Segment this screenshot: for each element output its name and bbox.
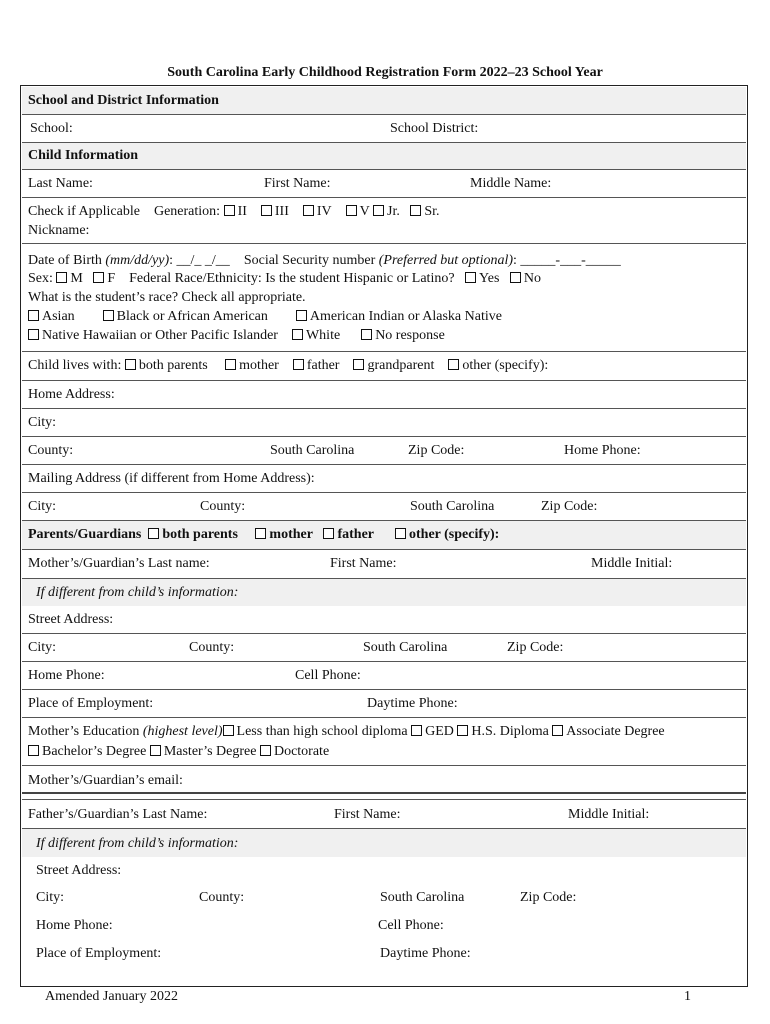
father-street-row[interactable] (22, 857, 746, 885)
edu-hs-checkbox[interactable] (457, 725, 468, 736)
generation-v-checkbox[interactable] (346, 205, 357, 216)
mother-name-row[interactable] (22, 550, 746, 579)
parents-other-checkbox[interactable] (395, 528, 406, 539)
race-black-checkbox[interactable] (103, 310, 114, 321)
mother-phone-row[interactable] (22, 662, 746, 690)
parents-mother-checkbox[interactable] (255, 528, 266, 539)
generation-line (28, 203, 440, 221)
mother-education-row (22, 718, 746, 766)
mailing-zip-label: Zip Code: (541, 499, 598, 514)
parents-line (28, 526, 499, 544)
mailing-city-label: City: (28, 499, 57, 514)
demographics-block (22, 244, 746, 352)
race-white-checkbox[interactable] (292, 329, 303, 340)
page-number: 1 (684, 989, 691, 1004)
father-name-row[interactable] (22, 800, 746, 829)
edu-assoc-checkbox[interactable] (552, 725, 563, 736)
child-section-heading: Child Information (28, 148, 139, 163)
lives-mother-label: mother (239, 358, 279, 373)
lives-both-checkbox[interactable] (125, 359, 136, 370)
race-native-label: American Indian or Alaska Native (309, 309, 502, 324)
mother-employment-label: Place of Employment: (28, 696, 154, 711)
edu-less-checkbox[interactable] (223, 725, 234, 736)
generation-ii-label: II (237, 204, 247, 219)
race-native-checkbox[interactable] (296, 310, 307, 321)
mother-education-line-2 (28, 743, 329, 761)
school-section-heading: School and District Information (28, 93, 219, 108)
father-last-name-label: Father’s/Guardian’s Last Name: (28, 807, 208, 822)
parents-father-label: father (337, 527, 374, 542)
mother-zip-label: Zip Code: (507, 640, 564, 655)
ssn-label: Social Security number (243, 253, 376, 268)
hispanic-no-label: No (523, 271, 542, 286)
sex-f-label: F (107, 271, 116, 286)
sex-ethnicity-line (28, 270, 541, 288)
city-label: City: (28, 415, 57, 430)
father-city-label: City: (36, 890, 65, 905)
edu-bach-checkbox[interactable] (28, 745, 39, 756)
father-city-row[interactable] (22, 885, 746, 913)
parents-father-checkbox[interactable] (323, 528, 334, 539)
generation-ii-checkbox[interactable] (224, 205, 235, 216)
race-question: What is the student’s race? Check all appropriate. (28, 290, 306, 305)
lives-father-checkbox[interactable] (293, 359, 304, 370)
parents-both-label: both parents (162, 527, 238, 542)
hispanic-no-checkbox[interactable] (510, 272, 521, 283)
county-row[interactable] (22, 437, 746, 465)
dob-format: (mm/dd/yy) (105, 253, 170, 268)
generation-sr-checkbox[interactable] (410, 205, 421, 216)
generation-label: Generation: (153, 204, 221, 219)
home-address-row[interactable] (22, 381, 746, 409)
race-white-label: White (305, 328, 341, 343)
lives-other-checkbox[interactable] (448, 359, 459, 370)
generation-v-label: V (359, 204, 370, 219)
father-if-different-label: If different from child’s information: (36, 836, 239, 851)
check-applicable-label: Check if Applicable (28, 204, 140, 219)
father-phone-row[interactable] (22, 913, 746, 941)
amended-date: Amended January 2022 (45, 989, 178, 1004)
dob-ssn-line (28, 252, 621, 270)
race-line-1 (28, 308, 502, 326)
edu-ged-label: GED (425, 724, 454, 739)
parents-both-checkbox[interactable] (148, 528, 159, 539)
ethnicity-question: Federal Race/Ethnicity: Is the student Hispanic or Latino? (129, 271, 455, 286)
child-section-header (22, 143, 746, 170)
mother-if-different-label: If different from child’s information: (36, 585, 239, 600)
sex-f-checkbox[interactable] (93, 272, 104, 283)
child-last-name-label: Last Name: (28, 176, 93, 191)
father-daytime-phone-label: Daytime Phone: (380, 946, 471, 961)
race-none-checkbox[interactable] (361, 329, 372, 340)
parents-section-header (22, 521, 746, 550)
mother-if-different-row (22, 579, 746, 606)
father-employment-label: Place of Employment: (36, 946, 162, 961)
edu-bach-label: Bachelor’s Degree (42, 744, 147, 759)
father-zip-label: Zip Code: (520, 890, 577, 905)
mother-county-label: County: (189, 640, 235, 655)
lives-with-line (28, 357, 548, 375)
father-employment-row[interactable] (22, 941, 746, 969)
home-phone-label: Home Phone: (564, 443, 641, 458)
mother-education-note: (highest level) (142, 724, 223, 739)
father-first-name-label: First Name: (334, 807, 401, 822)
ssn-note: (Preferred but optional) (378, 253, 514, 268)
mailing-address-row[interactable] (22, 465, 746, 493)
mailing-state-label: South Carolina (410, 499, 495, 514)
sex-m-checkbox[interactable] (56, 272, 67, 283)
child-first-name-label: First Name: (264, 176, 331, 191)
edu-ged-checkbox[interactable] (411, 725, 422, 736)
city-row[interactable] (22, 409, 746, 437)
home-address-label: Home Address: (28, 387, 115, 402)
generation-iii-checkbox[interactable] (261, 205, 272, 216)
mailing-city-row[interactable] (22, 493, 746, 521)
mother-home-phone-label: Home Phone: (28, 668, 105, 683)
father-home-phone-label: Home Phone: (36, 918, 113, 933)
generation-iv-checkbox[interactable] (303, 205, 314, 216)
mother-cell-phone-label: Cell Phone: (295, 668, 361, 683)
county-label: County: (28, 443, 74, 458)
edu-doc-label: Doctorate (273, 744, 330, 759)
parents-mother-label: mother (269, 527, 313, 542)
edu-master-checkbox[interactable] (150, 745, 161, 756)
mother-middle-initial-label: Middle Initial: (591, 556, 673, 571)
father-street-label: Street Address: (36, 863, 122, 878)
generation-iii-label: III (274, 204, 289, 219)
mother-city-row[interactable] (22, 634, 746, 662)
form-title: South Carolina Early Childhood Registration Form 2022–23 School Year (167, 65, 603, 80)
child-name-row[interactable] (22, 170, 746, 198)
edu-master-label: Master’s Degree (163, 744, 257, 759)
race-line-2 (28, 327, 445, 345)
mother-first-name-label: First Name: (330, 556, 397, 571)
mother-street-row[interactable] (22, 606, 746, 634)
sex-label: Sex: (28, 271, 53, 286)
mailing-county-label: County: (200, 499, 246, 514)
mother-email-row[interactable] (22, 766, 746, 794)
mother-employment-row[interactable] (22, 690, 746, 718)
edu-doc-checkbox[interactable] (260, 745, 271, 756)
mother-education-label: Mother’s Education (28, 724, 140, 739)
lives-grandparent-label: grandparent (367, 358, 435, 373)
father-middle-initial-label: Middle Initial: (568, 807, 650, 822)
race-hawaiian-label: Native Hawaiian or Other Pacific Islander (42, 328, 278, 343)
father-cell-phone-label: Cell Phone: (378, 918, 444, 933)
sex-m-label: M (70, 271, 83, 286)
zip-label: Zip Code: (408, 443, 465, 458)
edu-less-label: Less than high school diploma (236, 724, 408, 739)
mother-email-label: Mother’s/Guardian’s email: (28, 773, 183, 788)
state-label: South Carolina (270, 443, 355, 458)
race-asian-checkbox[interactable] (28, 310, 39, 321)
ssn-blank[interactable]: : _____-___-_____ (513, 253, 621, 268)
race-asian-label: Asian (42, 309, 75, 324)
race-black-label: Black or African American (116, 309, 268, 324)
generation-jr-checkbox[interactable] (373, 205, 384, 216)
nickname-label: Nickname: (28, 223, 90, 238)
generation-jr-label: Jr. (387, 204, 400, 219)
generation-iv-label: IV (316, 204, 332, 219)
mother-city-label: City: (28, 640, 57, 655)
district-label: School District: (390, 121, 479, 136)
father-if-different-row (22, 829, 746, 857)
edu-hs-label: H.S. Diploma (471, 724, 549, 739)
generation-sr-label: Sr. (424, 204, 440, 219)
lives-mother-checkbox[interactable] (225, 359, 236, 370)
hispanic-yes-checkbox[interactable] (465, 272, 476, 283)
mother-state-label: South Carolina (363, 640, 448, 655)
dob-blank[interactable]: : __/_ _/__ (169, 253, 230, 268)
mother-last-name-label: Mother’s/Guardian’s Last name: (28, 556, 210, 571)
edu-assoc-label: Associate Degree (566, 724, 665, 739)
race-none-label: No response (375, 328, 445, 343)
mailing-address-label: Mailing Address (if different from Home Address): (28, 471, 315, 486)
lives-other-label: other (specify): (462, 358, 549, 373)
school-section-header (22, 87, 746, 115)
lives-grandparent-checkbox[interactable] (353, 359, 364, 370)
lives-both-label: both parents (138, 358, 208, 373)
dob-label: Date of Birth (28, 253, 102, 268)
lives-with-label: Child lives with: (28, 358, 122, 373)
lives-father-label: father (306, 358, 340, 373)
father-state-label: South Carolina (380, 890, 465, 905)
race-hawaiian-checkbox[interactable] (28, 329, 39, 340)
school-row[interactable] (22, 115, 746, 143)
father-county-label: County: (199, 890, 245, 905)
school-label: School: (30, 121, 73, 136)
parents-other-label: other (specify): (409, 527, 500, 542)
mother-street-label: Street Address: (28, 612, 114, 627)
parents-heading: Parents/Guardians (28, 527, 142, 542)
hispanic-yes-label: Yes (479, 271, 500, 286)
mother-daytime-phone-label: Daytime Phone: (367, 696, 458, 711)
lives-with-row (22, 352, 746, 381)
generation-row (22, 198, 746, 244)
child-middle-name-label: Middle Name: (470, 176, 552, 191)
mother-education-line-1 (28, 723, 665, 741)
